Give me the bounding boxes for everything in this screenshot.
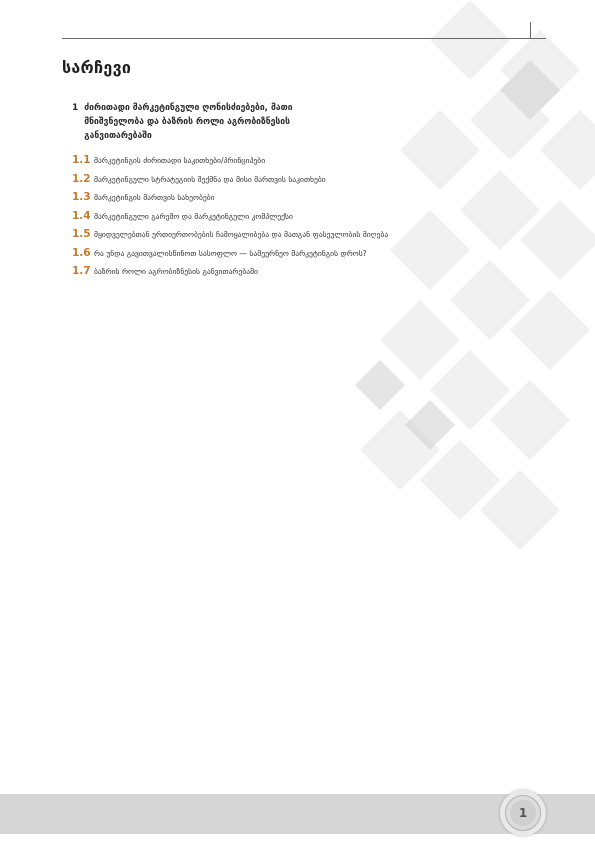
header-tick [530,22,531,38]
section-number: 1.1 [72,154,91,166]
toc-section-1-6[interactable] [72,246,402,260]
table-of-contents [72,101,402,283]
page-number: 1 [510,800,536,826]
section-title: ბაზრის როლი აგრობიზნესის განვითარებაში [94,267,258,276]
page-title: სარჩევი [62,58,132,77]
page-number-badge [500,790,546,836]
section-title: რა უნდა გავითვალისწინოთ სასოფლო — სამეურნეო მარკეტინგის დროს? [94,248,367,258]
section-title: მარკეტინგული სტრატეგიის შექმნა და მისი მართვის საკითხები [94,174,326,184]
section-number: 1.3 [72,191,91,203]
section-number: 1.5 [72,228,91,240]
section-number: 1.2 [72,172,91,185]
toc-section-1-3[interactable] [72,190,402,204]
toc-chapter-1[interactable] [72,101,402,143]
section-title: მარკეტინგული გარემო და მარკეტინგული კომპლექსი [94,211,293,221]
section-number: 1.7 [72,265,91,277]
toc-section-1-2[interactable] [72,172,402,186]
toc-section-1-4[interactable] [72,209,402,223]
toc-section-1-1[interactable] [72,153,402,167]
toc-section-1-7[interactable] [72,264,402,278]
chapter-number: 1 [72,103,79,113]
section-title: მარკეტინგის მართვის სახეობები [94,193,215,202]
section-title: მყიდველებთან ურთიერთობების ჩამოყალიბება და მათგან ფასეულობის მიღება [94,230,389,239]
section-number: 1.6 [72,246,91,259]
chapter-title: ძირითადი მარკეტინგული ღონისძიებები, მათი მნიშვნელობა და ბაზრის როლი აგრობიზნესის განვითარებაში [84,103,293,141]
section-number: 1.4 [72,209,91,222]
section-title: მარკეტინგის ძირითადი საკითხები/პრინციპები [94,156,266,165]
header-rule [62,38,546,39]
toc-section-1-5[interactable] [72,227,402,241]
page-number-ring [505,795,541,831]
